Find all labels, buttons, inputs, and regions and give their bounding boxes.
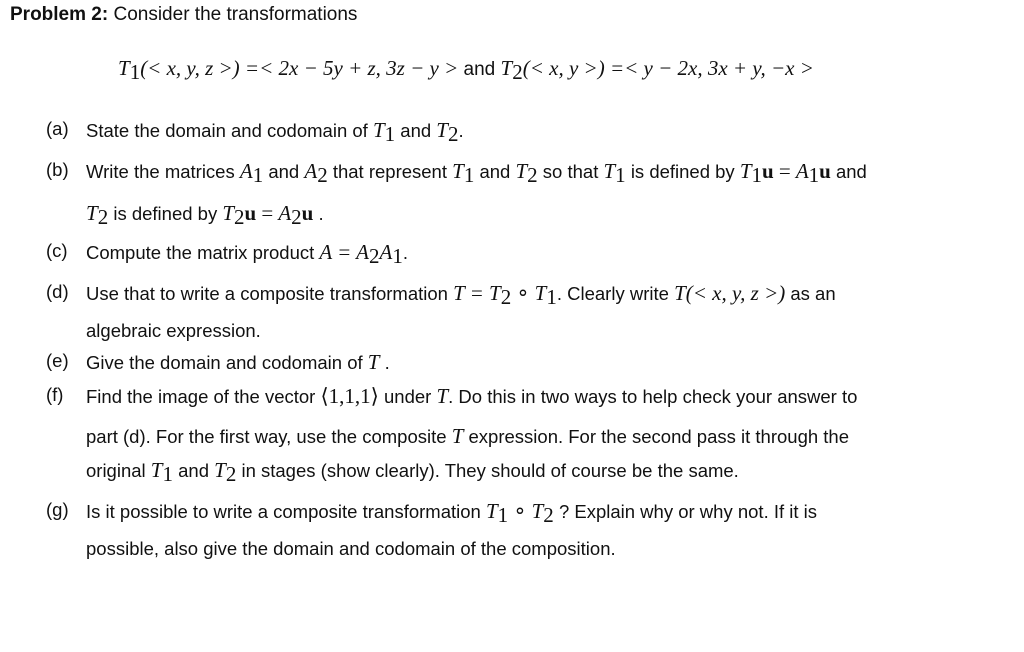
a-symbol: A bbox=[239, 159, 253, 183]
t-symbol: T bbox=[367, 350, 380, 374]
part-b-text3: so that bbox=[542, 161, 599, 182]
part-g-tag: (g) bbox=[46, 499, 69, 520]
problem-heading bbox=[10, 4, 357, 26]
t1-symbol: T bbox=[118, 56, 130, 80]
t-symbol: T bbox=[436, 384, 449, 408]
t2-subscript: 2 bbox=[512, 60, 523, 84]
t1-symbol: T bbox=[603, 159, 616, 183]
t1-symbol: T bbox=[150, 458, 163, 482]
part-b-line2-text: is defined by bbox=[113, 203, 218, 224]
t1-subscript: 1 bbox=[384, 122, 396, 146]
part-b-line2 bbox=[86, 201, 324, 229]
part-f-text2: under bbox=[384, 386, 432, 407]
part-e-text bbox=[86, 350, 390, 375]
t2-symbol: T bbox=[531, 499, 544, 523]
a-symbol: A bbox=[278, 201, 292, 225]
part-f-line3b: in stages (show clearly). They should of course be the same. bbox=[241, 460, 739, 481]
a-symbol: A bbox=[795, 159, 809, 183]
t2-subscript: 2 bbox=[527, 163, 538, 187]
part-d-text1: Use that to write a composite transformation bbox=[86, 283, 448, 304]
t2-symbol: T bbox=[214, 458, 226, 482]
part-d-text3: as an bbox=[790, 283, 836, 304]
t1-subscript: 1 bbox=[615, 163, 626, 187]
u-vector: u bbox=[819, 159, 831, 183]
equals-sign: = bbox=[261, 201, 274, 225]
a2-subscript: 2 bbox=[317, 163, 328, 187]
part-f-text1: Find the image of the vector bbox=[86, 386, 316, 407]
t2-symbol: T bbox=[86, 201, 98, 225]
part-b-text2: that represent bbox=[332, 161, 447, 182]
part-e-tag: (e) bbox=[46, 350, 69, 371]
part-a-tag: (a) bbox=[46, 118, 69, 139]
equals-sign: = bbox=[778, 159, 791, 183]
t2-symbol: T bbox=[515, 159, 528, 183]
t1-subscript: 1 bbox=[497, 503, 509, 527]
part-a-text bbox=[86, 118, 464, 146]
compose-operator: ∘ bbox=[513, 499, 527, 523]
part-g-text2: ? Explain why or why not. If it is bbox=[558, 501, 818, 522]
t1-symbol: T bbox=[452, 159, 464, 183]
part-b-text1: Write the matrices bbox=[86, 161, 235, 182]
t2-symbol: T bbox=[436, 118, 448, 142]
part-d-tag: (d) bbox=[46, 281, 69, 302]
t2-symbol: T bbox=[222, 201, 235, 225]
part-a-end: . bbox=[458, 120, 464, 141]
t-symbol: T bbox=[674, 281, 686, 305]
part-a-text1: State the domain and codomain of bbox=[86, 120, 368, 141]
t1-symbol: T bbox=[534, 281, 547, 305]
part-d-text bbox=[86, 281, 836, 309]
part-f-line3 bbox=[86, 458, 739, 486]
t2-subscript: 2 bbox=[543, 503, 554, 527]
part-a-and: and bbox=[400, 120, 432, 141]
a-symbol: A bbox=[379, 240, 393, 264]
t1-subscript: 1 bbox=[546, 285, 557, 309]
part-c-text bbox=[86, 240, 408, 268]
t1-formula: (< x, y, z >) =< 2x − 5y + z, 3z − y > bbox=[140, 56, 459, 80]
part-b-tag: (b) bbox=[46, 159, 69, 180]
part-b-text bbox=[86, 159, 867, 187]
part-d-text2: . Clearly write bbox=[556, 283, 669, 304]
a1-subscript: 1 bbox=[808, 163, 820, 187]
part-f-text3: . Do this in two ways to help check your answer to bbox=[448, 386, 858, 407]
part-b-and: and bbox=[479, 161, 511, 182]
part-b-text4: is defined by bbox=[630, 161, 735, 182]
u-vector: u bbox=[244, 201, 257, 225]
matrix-product-expr: A = A bbox=[319, 240, 369, 264]
part-b-and: and bbox=[268, 161, 300, 182]
part-f-line2a: part (d). For the first way, use the composite bbox=[86, 426, 447, 447]
problem-label: Problem 2: bbox=[10, 4, 109, 25]
part-c-end: . bbox=[402, 242, 408, 263]
t1-subscript: 1 bbox=[463, 163, 475, 187]
part-f-line2b: expression. For the second pass it through the bbox=[468, 426, 850, 447]
t1-subscript: 1 bbox=[162, 462, 173, 486]
and-word: and bbox=[463, 59, 496, 80]
t2-subscript: 2 bbox=[500, 285, 512, 309]
vector-111: ⟨1,1,1⟩ bbox=[320, 384, 379, 408]
part-d-line2: algebraic expression. bbox=[86, 320, 261, 341]
part-g-line2: possible, also give the domain and codomain of the composition. bbox=[86, 538, 616, 559]
a1-subscript: 1 bbox=[252, 163, 264, 187]
transformations-definition bbox=[118, 56, 814, 84]
t1-symbol: T bbox=[372, 118, 385, 142]
part-f-tag: (f) bbox=[46, 384, 64, 405]
t-args: (< x, y, z >) bbox=[685, 281, 786, 305]
part-b-end: . bbox=[318, 203, 324, 224]
part-f-and: and bbox=[178, 460, 209, 481]
t2-subscript: 2 bbox=[225, 462, 237, 486]
part-e-end: . bbox=[384, 352, 390, 373]
t2-formula: (< x, y >) =< y − 2x, 3x + y, −x > bbox=[522, 56, 814, 80]
t-symbol: T bbox=[451, 424, 464, 448]
part-e-text1: Give the domain and codomain of bbox=[86, 352, 363, 373]
part-c-tag: (c) bbox=[46, 240, 68, 261]
composite-expr: T = T bbox=[453, 281, 501, 305]
part-b-and: and bbox=[835, 161, 867, 182]
t1-subscript: 1 bbox=[751, 163, 763, 187]
compose-operator: ∘ bbox=[516, 281, 530, 305]
a2-subscript: 2 bbox=[369, 244, 380, 268]
a1-subscript: 1 bbox=[392, 244, 403, 268]
part-f-text bbox=[86, 384, 857, 409]
a2-subscript: 2 bbox=[291, 205, 302, 229]
part-f-line2 bbox=[86, 424, 849, 449]
part-g-text bbox=[86, 499, 818, 527]
problem-intro: Consider the transformations bbox=[113, 4, 358, 25]
u-vector: u bbox=[762, 159, 774, 183]
t2-subscript: 2 bbox=[234, 205, 245, 229]
t1-symbol: T bbox=[739, 159, 752, 183]
a-symbol: A bbox=[304, 159, 318, 183]
t2-subscript: 2 bbox=[447, 122, 459, 146]
part-g-text1: Is it possible to write a composite transformation bbox=[86, 501, 481, 522]
t2-subscript: 2 bbox=[97, 205, 109, 229]
u-vector: u bbox=[301, 201, 314, 225]
t2-symbol: T bbox=[500, 56, 513, 80]
part-f-line3a: original bbox=[86, 460, 146, 481]
t1-subscript: 1 bbox=[129, 60, 141, 84]
part-c-text1: Compute the matrix product bbox=[86, 242, 315, 263]
t1-symbol: T bbox=[485, 499, 498, 523]
